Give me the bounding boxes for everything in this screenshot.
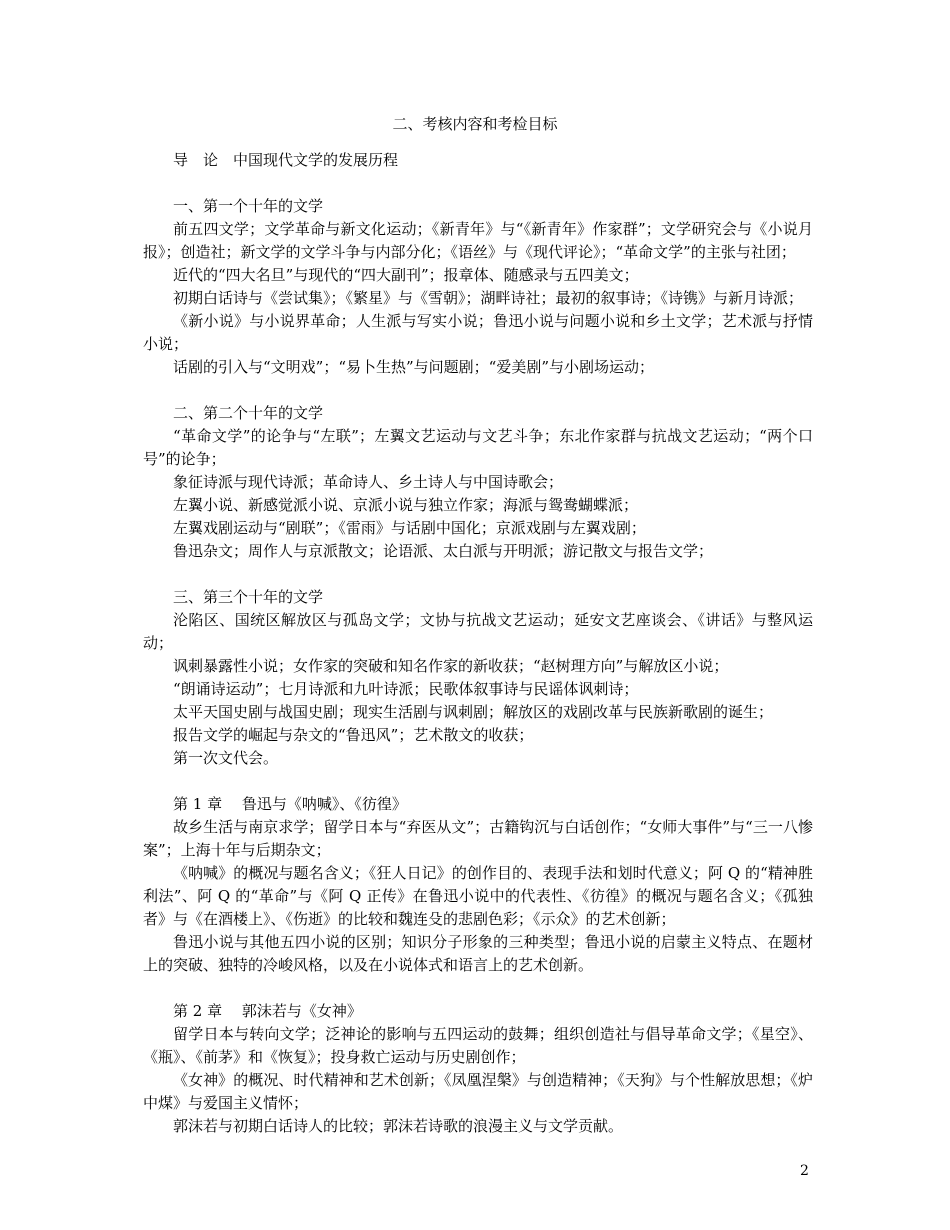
section-heading: 三、第三个十年的文学 [173,588,324,606]
document-body [143,149,813,1138]
intro-heading: 导 论 中国现代文学的发展历程 [173,151,399,169]
paragraph: 近代的“四大名旦”与现代的“四大副刊”；报章体、随感录与五四美文； [173,266,639,284]
paragraph: 左翼戏剧运动与“剧联”；《雷雨》与话剧中国化；京派戏剧与左翼戏剧； [173,519,646,537]
paragraph: “朗诵诗运动”；七月诗派和九叶诗派；民歌体叙事诗与民谣体讽刺诗； [173,680,639,698]
paragraph: 前五四文学；文学革命与新文化运动；《新青年》与“《新青年》作家群”；文学研究会与《小说月报》；创造社；新文学的文学斗争与内部分化；《语丝》与《现代评论》；“革命文学”的主张与社团； [143,220,813,261]
paragraph: 《女神》的概况、时代精神和艺术创新；《凤凰涅槃》与创造精神；《天狗》与个性解放思想；《炉中煤》与爱国主义情怀； [143,1071,813,1112]
paragraph: 话剧的引入与“文明戏”；“易卜生热”与问题剧；“爱美剧”与小剧场运动； [173,358,655,376]
paragraph: 故乡生活与南京求学；留学日本与“弃医从文”；古籍钩沉与白话创作；“女师大事件”与“三一八惨案”；上海十年与后期杂文； [143,818,813,859]
chapter-heading: 第 2 章 郭沫若与《女神》 [173,1002,362,1020]
paragraph: 鲁迅杂文；周作人与京派散文；论语派、太白派与开明派；游记散文与报告文学； [173,542,714,560]
paragraph: “革命文学”的论争与“左联”；左翼文艺运动与文艺斗争；东北作家群与抗战文艺运动；“两个口号”的论争； [143,427,813,468]
section-heading: 一、第一个十年的文学 [173,197,324,215]
paragraph: 太平天国史剧与战国史剧；现实生活剧与讽刺剧；解放区的戏剧改革与民族新歌剧的诞生； [173,703,774,721]
spacer [143,563,813,586]
paragraph: 郭沫若与初期白话诗人的比较；郭沫若诗歌的浪漫主义与文学贡献。 [173,1117,624,1135]
page-title: 二、考核内容和考检目标 [392,115,558,133]
paragraph: 讽刺暴露性小说；女作家的突破和知名作家的新收获；“赵树理方向”与解放区小说； [173,657,729,675]
paragraph: 左翼小说、新感觉派小说、京派小说与独立作家；海派与鸳鸯蝴蝶派； [173,496,639,514]
paragraph: 《新小说》与小说界革命；人生派与写实小说；鲁迅小说与问题小说和乡土文学；艺术派与抒情小说； [143,312,813,353]
paragraph: 报告文学的崛起与杂文的“鲁迅风”；艺术散文的收获； [173,726,534,744]
paragraph: 第一次文代会。 [173,749,279,767]
page-number: 2 [800,1163,809,1179]
spacer [143,379,813,402]
spacer [143,770,813,793]
chapter-heading: 第 1 章 鲁迅与《呐喊》、《彷徨》 [173,795,407,813]
paragraph: 沦陷区、国统区解放区与孤岛文学；文协与抗战文艺运动；延安文艺座谈会、《讲话》与整风运动； [143,611,813,652]
section-heading: 二、第二个十年的文学 [173,404,324,422]
paragraph: 鲁迅小说与其他五四小说的区别；知识分子形象的三种类型；鲁迅小说的启蒙主义特点、在题材上的突破、独特的冷峻风格，以及在小说体式和语言上的艺术创新。 [143,933,813,974]
spacer [143,977,813,1000]
paragraph: 《呐喊》的概况与题名含义；《狂人日记》的创作目的、表现手法和划时代意义；阿 Q 的“精神胜利法”、阿 Q 的“革命”与《阿 Q 正传》在鲁迅小说中的代表性、《彷徨》的概况与题名含义；《孤独者》与《在酒楼上》、《伤逝》的比较和魏连殳的悲剧色彩；《示众》的艺术创新； [143,864,813,928]
paragraph: 初期白话诗与《尝试集》；《繁星》与《雪朝》；湖畔诗社；最初的叙事诗；《诗镌》与新月诗派； [173,289,804,307]
paragraph: 留学日本与转向文学；泛神论的影响与五四运动的鼓舞；组织创造社与倡导革命文学；《星空》、《瓶》、《前茅》和《恢复》；投身救亡运动与历史剧创作； [143,1025,813,1066]
paragraph: 象征诗派与现代诗派；革命诗人、乡土诗人与中国诗歌会； [173,473,564,491]
spacer [143,172,813,195]
